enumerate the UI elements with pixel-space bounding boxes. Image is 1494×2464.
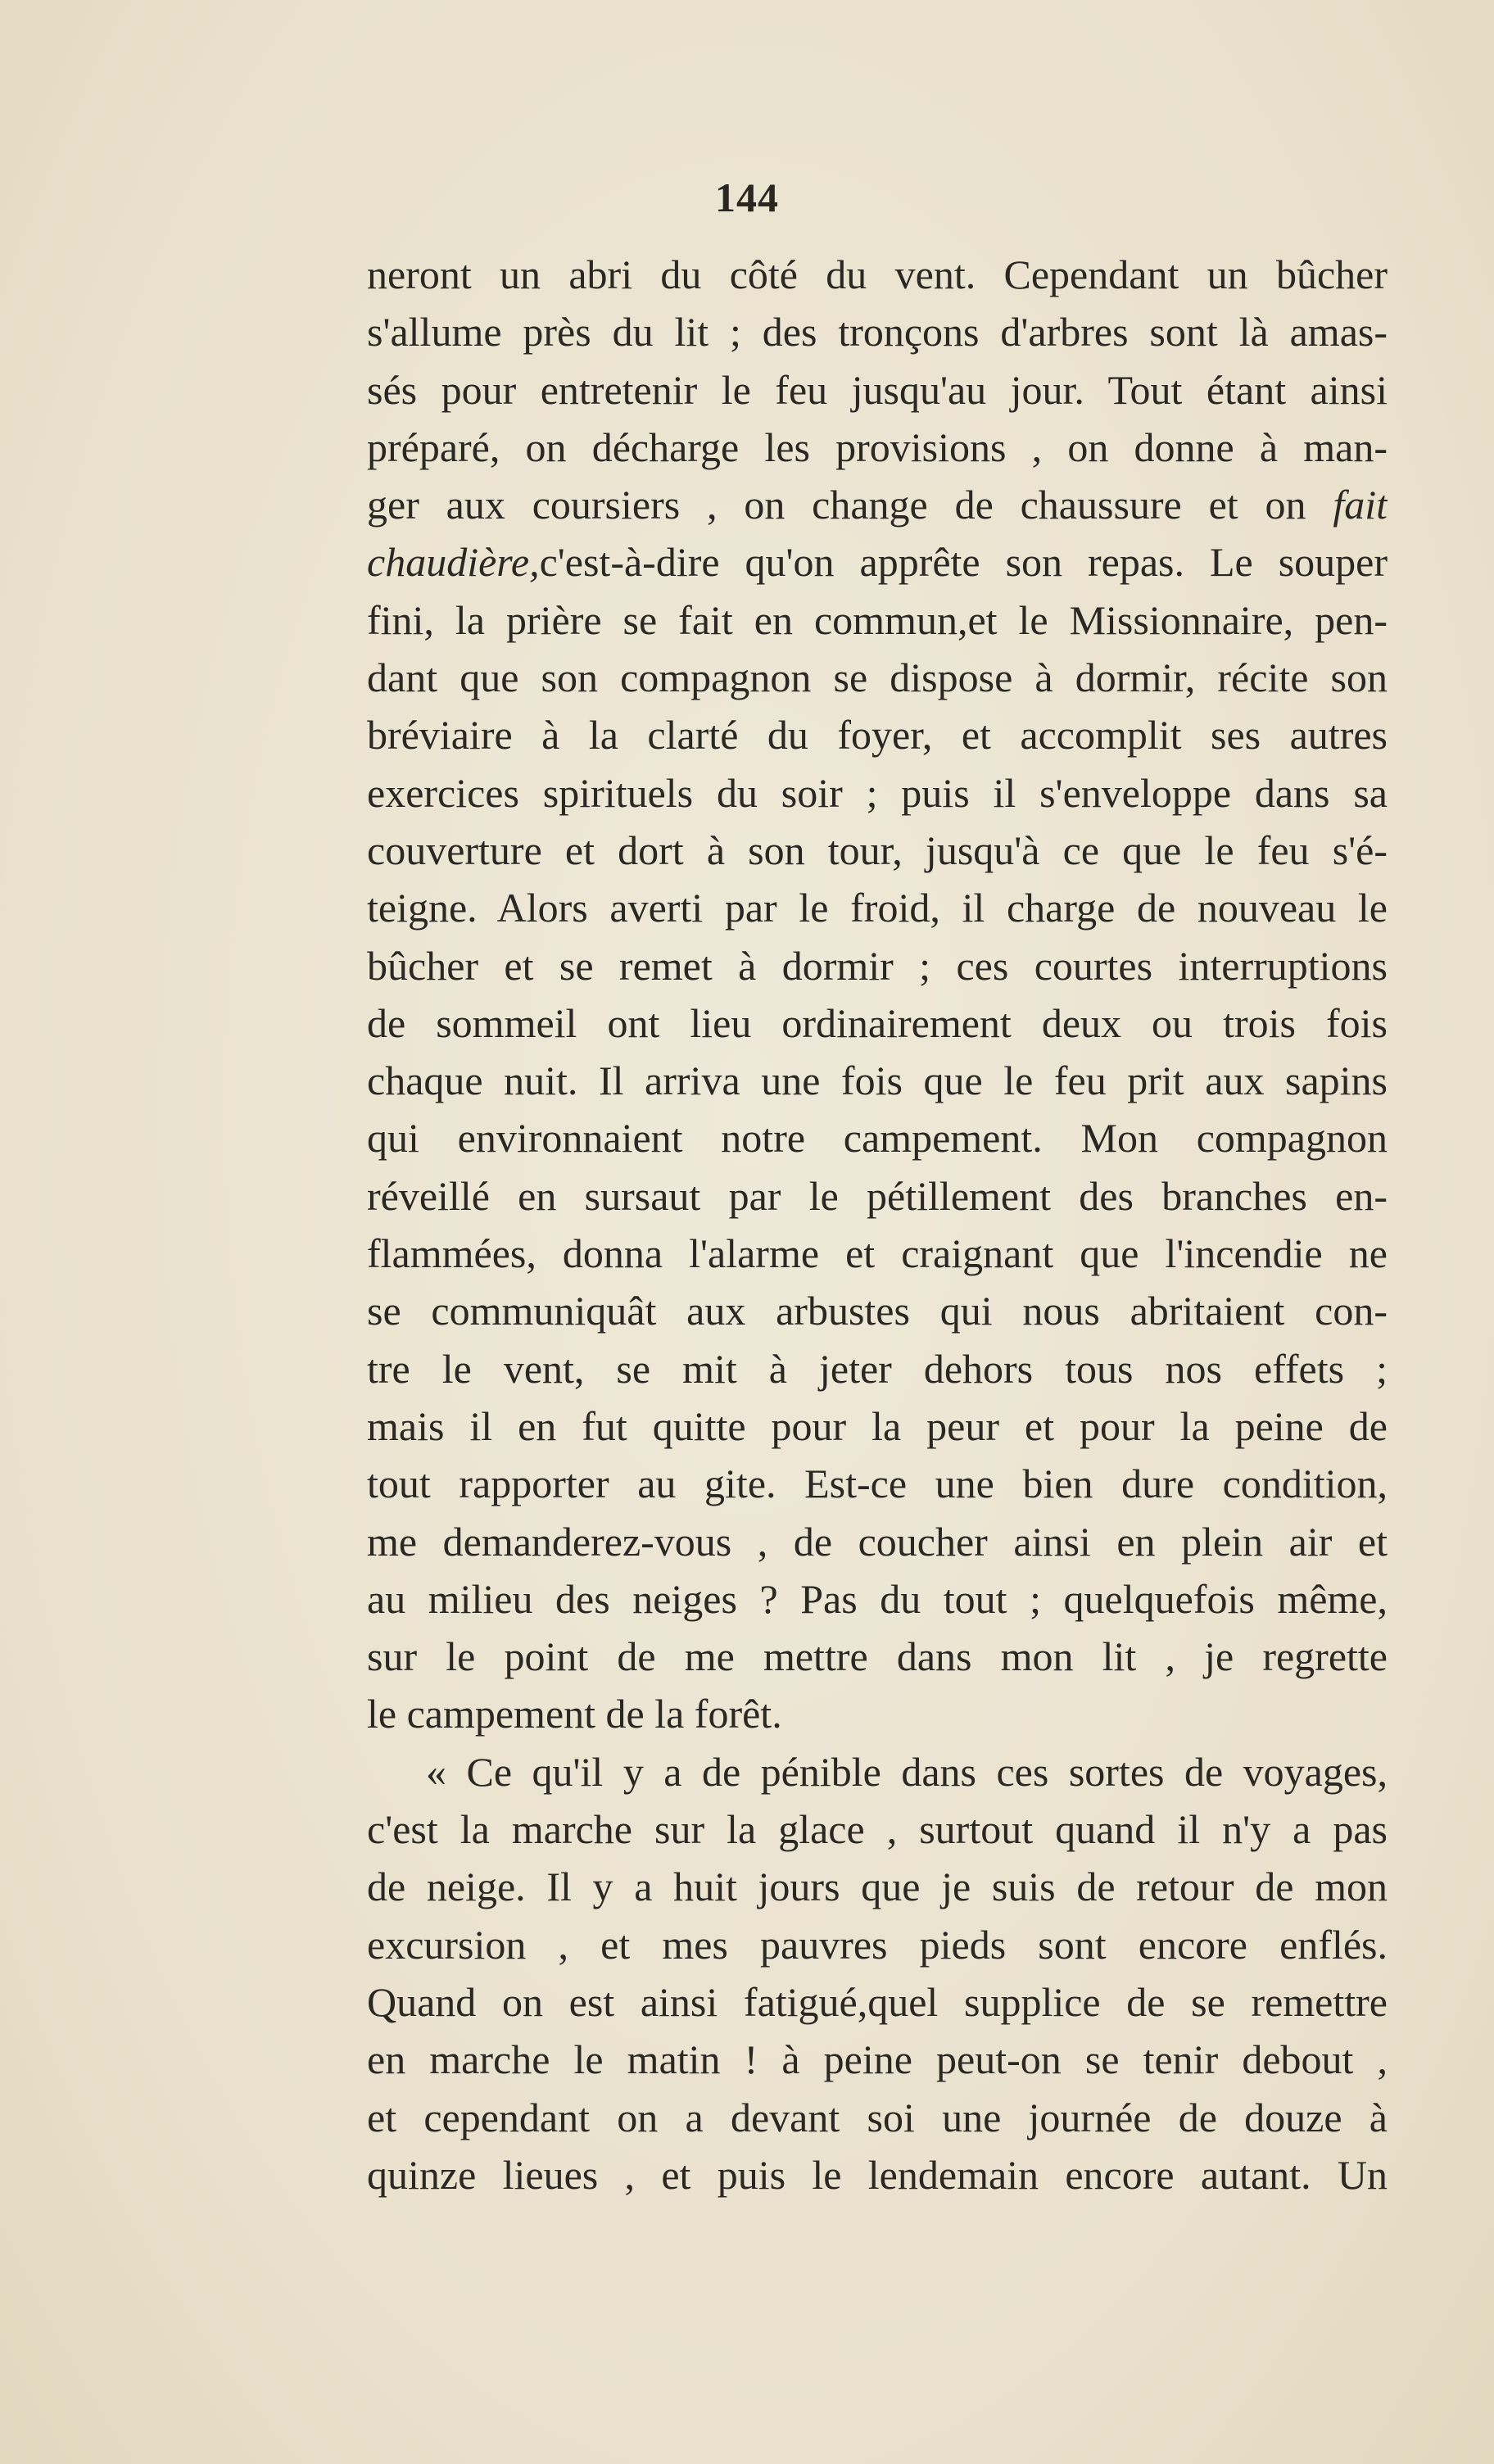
text-line: de neige. Il y a huit jours que je suis de retour de mon [367,1864,1388,1910]
text-line: c'est la marche sur la glace , surtout quand il n'y a pas [367,1806,1388,1853]
italic-word: chaudière, [367,539,540,586]
text-line: au milieu des neiges ? Pas du tout ; quelquefois même, [367,1575,1388,1622]
text-line: tout rapporter au gite. Est-ce une bien dure condition, [367,1461,1388,1507]
text-line: en marche le matin ! à peine peut-on se tenir debout , [367,2036,1388,2083]
text-line: sés pour entretenir le feu jusqu'au jour. Tout étant ainsi [367,366,1388,413]
text-line: me demanderez-vous , de coucher ainsi en plein air et [367,1518,1388,1565]
text-line: exercices spirituels du soir ; puis il s'enveloppe dans sa [367,769,1388,816]
text-line: teigne. Alors averti par le froid, il charge de nouveau le [367,885,1388,931]
body-text [367,246,1388,2204]
text-line-part: c'est-à-dire qu'on apprête son repas. Le souper [539,539,1388,586]
text-line: fini, la prière se fait en commun,et le Missionnaire, pen- [367,596,1388,643]
text-line: se communiquât aux arbustes qui nous abritaient con- [367,1288,1388,1334]
text-line: couverture et dort à son tour, jusqu'à ce que le feu s'é- [367,827,1388,873]
text-line: réveillé en sursaut par le pétillement des branches en- [367,1172,1388,1219]
text-line: le campement de la forêt. [367,1691,782,1737]
text-line: excursion , et mes pauvres pieds sont encore enflés. [367,1921,1388,1968]
text-line: mais il en fut quitte pour la peur et pour la peine de [367,1402,1388,1449]
text-line: dant que son compagnon se dispose à dormir, récite son [367,654,1388,701]
text-line: de sommeil ont lieu ordinairement deux ou trois fois [367,999,1388,1046]
text-line-part: ger aux coursiers , on change de chaussure et on [367,482,1306,528]
text-line: Quand on est ainsi fatigué,quel supplice de se remettre [367,1978,1388,2025]
text-line [367,476,1388,533]
text-line [367,533,1388,591]
text-line: bréviaire à la clarté du foyer, et accomplit ses autres [367,712,1388,759]
text-line: préparé, on décharge les provisions , on donne à man- [367,424,1388,470]
text-line: quinze lieues , et puis le lendemain encore autant. Un [367,2151,1388,2198]
text-line: sur le point de me mettre dans mon lit , je regrette [367,1633,1388,1680]
text-line: et cependant on a devant soi une journée de douze à [367,2094,1388,2140]
text-line: tre le vent, se mit à jeter dehors tous nos effets ; [367,1345,1388,1392]
text-line: chaque nuit. Il arriva une fois que le feu prit aux sapins [367,1058,1388,1104]
text-line: neront un abri du côté du vent. Cependant un bûcher [367,251,1388,297]
text-line: flammées, donna l'alarme et craignant que l'incendie ne [367,1230,1388,1277]
text-line: bûcher et se remet à dormir ; ces courtes interruptions [367,942,1388,989]
text-line: s'allume près du lit ; des tronçons d'arbres sont là amas- [367,309,1388,356]
page-number: 144 [715,174,779,220]
text-line: qui environnaient notre campement. Mon compagnon [367,1115,1388,1162]
italic-word: fait [1333,482,1388,528]
text-line: « Ce qu'il y a de pénible dans ces sortes de voyages, [426,1748,1388,1795]
